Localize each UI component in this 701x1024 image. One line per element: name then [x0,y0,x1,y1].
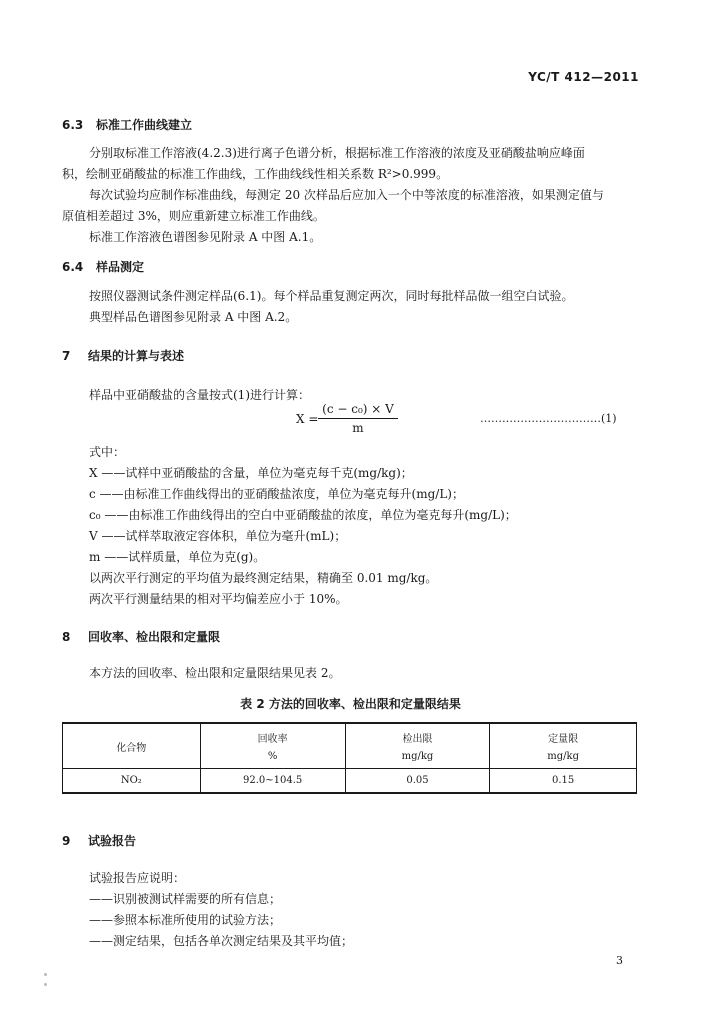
paragraph: 本方法的回收率、检出限和定量限结果见表 2。 [89,666,341,680]
section-number: 6.4 [62,260,84,274]
page-number: 3 [616,954,623,967]
paragraph: 分别取标准工作溶液(4.2.3)进行离子色谱分析，根据标准工作溶液的浓度及亚硝酸盐响应峰面 [89,146,585,160]
definition-item: c₀ ——由标准工作曲线得出的空白中亚硝酸盐的浓度，单位为毫克每升(mg/L)； [89,508,517,522]
table-header-cell: 化合物 [63,723,201,769]
formula-reference: ……………………………(1) [480,412,617,425]
list-item: ——测定结果，包括各单次测定结果及其平均值； [89,934,354,948]
paragraph: 按照仪器测试条件测定样品(6.1)。每个样品重复测定两次，同时每批样品做一组空白试验。 [89,289,574,303]
table-header-row [63,723,637,769]
paragraph: 样品中亚硝酸盐的含量按式(1)进行计算： [89,388,310,402]
definition-item: c ——由标准工作曲线得出的亚硝酸盐浓度，单位为毫克每升(mg/L)； [89,487,464,501]
formula-lhs: X = [296,412,319,426]
table-header-cell: 定量限 mg/kg [490,723,637,769]
paragraph: 以两次平行测定的平均值为最终测定结果，精确至 0.01 mg/kg。 [89,571,438,585]
section-title: 样品测定 [96,260,145,274]
paragraph: 每次试验均应制作标准曲线，每测定 20 次样品后应加入一个中等浓度的标准溶液，如果测定值与 [89,188,604,202]
table-cell: 0.15 [490,769,637,794]
formula-fraction [318,402,398,435]
section-heading-9 [62,832,136,849]
table-cell: 0.05 [345,769,490,794]
paragraph: 试验报告应说明： [89,871,186,885]
formula-denominator: m [352,421,364,435]
definition-item: V ——试样萃取液定容体积，单位为毫升(mL)； [89,529,347,543]
table-row [63,769,637,794]
section-heading-6-4 [62,258,144,275]
scan-speck [44,983,47,986]
paragraph: 典型样品色谱图参见附录 A 中图 A.2。 [89,310,298,324]
formula-numerator: (c − c₀) × V [318,402,398,419]
table-cell: NO₂ [63,769,201,794]
section-number: 6.3 [62,118,84,132]
definition-item: m ——试样质量，单位为克(g)。 [89,550,266,564]
list-item: ——参照本标准所使用的试验方法； [89,913,282,927]
paragraph: 积，绘制亚硝酸盐的标准工作曲线，工作曲线线性相关系数 R²>0.999。 [62,167,449,181]
section-title: 结果的计算与表述 [88,349,185,363]
standard-code: YC/T 412—2011 [528,70,639,84]
section-title: 试验报告 [88,834,137,848]
list-item: ——识别被测试样需要的所有信息； [89,892,282,906]
section-heading-8 [62,628,220,645]
section-number: 7 [62,349,71,363]
scan-speck [44,973,47,976]
table-header-cell: 回收率 % [200,723,345,769]
paragraph: 两次平行测量结果的相对平均偏差应小于 10%。 [89,592,348,606]
paragraph: 原值相差超过 3%，则应重新建立标准工作曲线。 [62,209,325,223]
section-title: 回收率、检出限和定量限 [88,630,221,644]
section-heading-7 [62,347,184,364]
section-heading-6-3 [62,116,192,133]
section-number: 9 [62,834,71,848]
results-table [62,722,637,794]
table-cell: 92.0~104.5 [200,769,345,794]
table-title: 表 2 方法的回收率、检出限和定量限结果 [240,697,461,711]
section-number: 8 [62,630,71,644]
definition-item: X ——试样中亚硝酸盐的含量，单位为毫克每千克(mg/kg)； [89,466,413,480]
paragraph: 标准工作溶液色谱图参见附录 A 中图 A.1。 [89,230,322,244]
section-title: 标准工作曲线建立 [96,118,193,132]
table-header-cell: 检出限 mg/kg [345,723,490,769]
where-label: 式中： [89,445,126,459]
